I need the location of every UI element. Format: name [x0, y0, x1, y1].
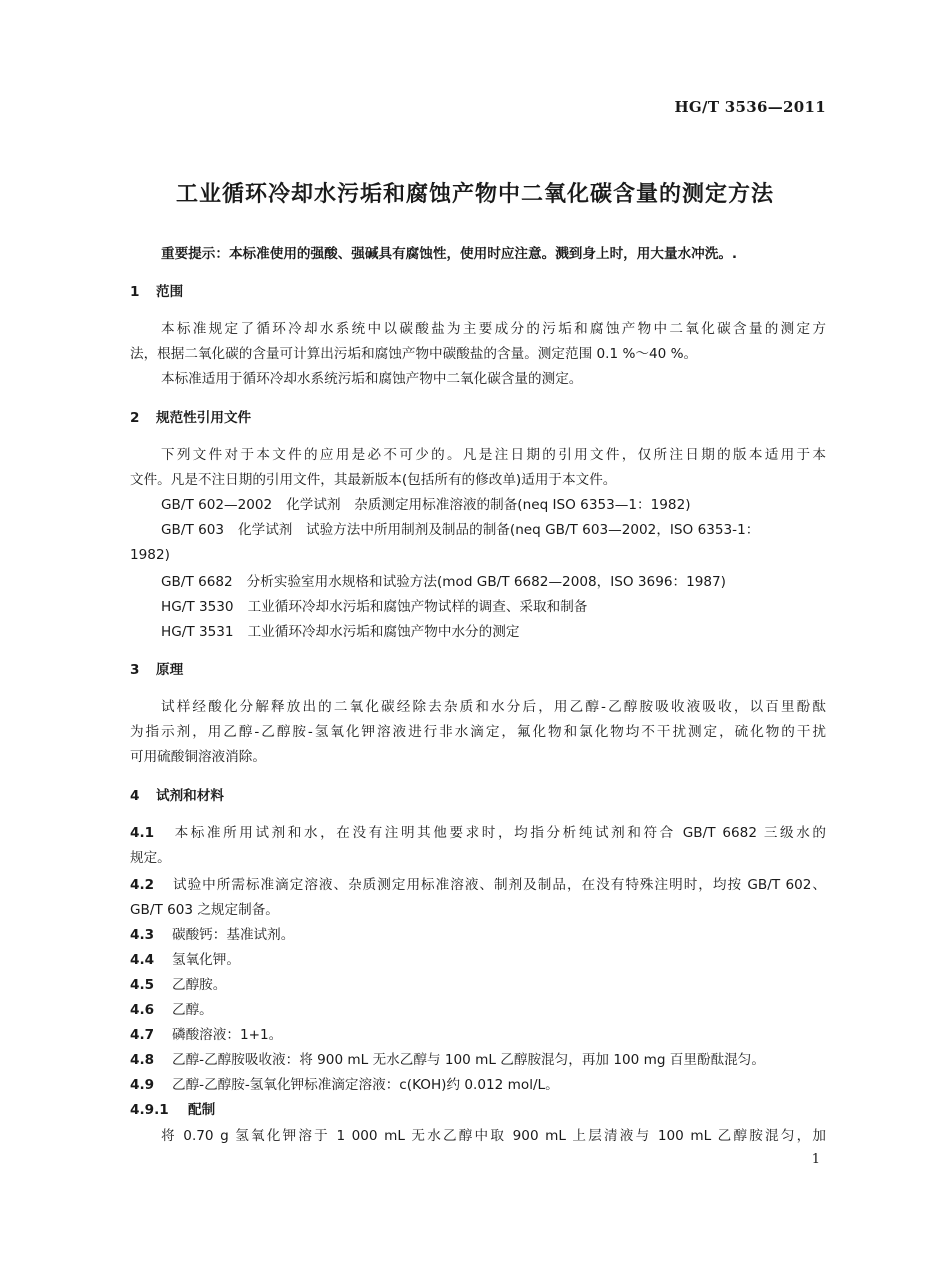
clause-item [130, 950, 240, 970]
reference-name: 工业循环冷却水污垢和腐蚀产物试样的调查、采取和制备 [247, 599, 588, 615]
section-number: 4 [130, 788, 140, 804]
clause-4-9-1-heading [130, 1100, 215, 1120]
section-number: 1 [130, 284, 140, 300]
clause-item [130, 1025, 282, 1045]
clause-number: 4.6 [130, 1002, 155, 1018]
clause-item [130, 1075, 559, 1095]
section-4-heading [130, 786, 224, 806]
clause-text: 碳酸钙：基准试剂。 [172, 927, 295, 943]
paragraph-line: 法，根据二氧化碳的含量可计算出污垢和腐蚀产物中碳酸盐的含量。测定范围 0.1 %～40 %。 [130, 346, 698, 362]
reference-name: 工业循环冷却水污垢和腐蚀产物中水分的测定 [247, 624, 520, 640]
clause-number: 4.3 [130, 927, 155, 943]
reference-code: HG/T 3531 [161, 624, 234, 640]
reference-name: 化学试剂 试验方法中所用制剂及制品的制备(neq GB/T 603—2002，ISO 6353-1： [238, 522, 760, 538]
reference-code: HG/T 3530 [161, 599, 234, 615]
clause-number: 4.4 [130, 952, 155, 968]
clause-text: 乙醇胺。 [172, 977, 227, 993]
section-title: 规范性引用文件 [156, 410, 252, 426]
reference-code: GB/T 6682 [161, 574, 233, 590]
reference-item [161, 572, 726, 592]
reference-code: GB/T 603 [161, 522, 225, 538]
reference-code: GB/T 602—2002 [161, 497, 273, 513]
reference-code: 1982) [130, 547, 170, 563]
section-1-heading [130, 282, 183, 302]
paragraph-line: 将 0.70 g 氢氧化钾溶于 1 000 mL 无水乙醇中取 900 mL 上层清液与 100 mL 乙醇胺混匀，加 [161, 1128, 826, 1144]
clause-number: 4.7 [130, 1027, 155, 1043]
clause-4-1 [130, 823, 826, 843]
clause-item [130, 1000, 213, 1020]
clause-item [130, 975, 226, 995]
section-number: 2 [130, 410, 140, 426]
clause-4-2 [130, 875, 826, 895]
paragraph-line: GB/T 603 之规定制备。 [130, 902, 279, 918]
paragraph-line: 规定。 [130, 850, 171, 866]
paragraph-line: 可用硫酸铜溶液消除。 [130, 749, 266, 765]
section-number: 3 [130, 662, 140, 678]
reference-name: 化学试剂 杂质测定用标准溶液的制备(neq ISO 6353—1：1982) [286, 497, 691, 513]
clause-text: 乙醇。 [172, 1002, 213, 1018]
clause-text: 本标准所用试剂和水，在没有注明其他要求时，均指分析纯试剂和符合 GB/T 6682 三级水的 [172, 825, 826, 841]
clause-number: 4.9.1 [130, 1102, 169, 1118]
reference-item [161, 622, 519, 642]
standard-number: HG/T 3536—2011 [674, 98, 826, 116]
section-title: 试剂和材料 [156, 788, 224, 804]
reference-item [161, 520, 759, 540]
clause-number: 4.2 [130, 877, 155, 893]
page-number: 1 [811, 1152, 820, 1167]
section-3-heading [130, 660, 183, 680]
clause-item [130, 925, 294, 945]
clause-number: 4.8 [130, 1052, 155, 1068]
clause-item [130, 1050, 765, 1070]
clause-number: 4.9 [130, 1077, 155, 1093]
clause-number: 4.5 [130, 977, 155, 993]
clause-text: 磷酸溶液：1+1。 [172, 1027, 283, 1043]
section-title: 范围 [156, 284, 184, 300]
reference-item [161, 495, 691, 515]
section-2-heading [130, 408, 251, 428]
paragraph-line: 试样经酸化分解释放出的二氧化碳经除去杂质和水分后，用乙醇-乙醇胺吸收液吸收，以百里酚酞 [161, 699, 826, 715]
clause-number: 4.1 [130, 825, 155, 841]
paragraph-line: 下列文件对于本文件的应用是必不可少的。凡是注日期的引用文件，仅所注日期的版本适用于本 [161, 447, 826, 463]
reference-item [161, 597, 587, 617]
section-title: 原理 [156, 662, 184, 678]
reference-name: 分析实验室用水规格和试验方法(mod GB/T 6682—2008，ISO 3696：1987) [246, 574, 726, 590]
clause-text: 试验中所需标准滴定溶液、杂质测定用标准溶液、制剂及制品，在没有特殊注明时，均按 GB/T 602、 [172, 877, 826, 893]
document-title: 工业循环冷却水污垢和腐蚀产物中二氧化碳含量的测定方法 [175, 182, 774, 207]
clause-text: 氢氧化钾。 [172, 952, 240, 968]
clause-title: 配制 [188, 1102, 216, 1118]
paragraph-line: 文件。凡是不注日期的引用文件，其最新版本(包括所有的修改单)适用于本文件。 [130, 472, 617, 488]
clause-text: 乙醇-乙醇胺吸收液：将 900 mL 无水乙醇与 100 mL 乙醇胺混匀，再加 100 mg 百里酚酞混匀。 [172, 1052, 765, 1068]
paragraph-line: 为指示剂，用乙醇-乙醇胺-氢氧化钾溶液进行非水滴定，氟化物和氯化物均不干扰测定，硫化物的干扰 [130, 724, 826, 740]
clause-text: 乙醇-乙醇胺-氢氧化钾标准滴定溶液：c(KOH)约 0.012 mol/L。 [172, 1077, 559, 1093]
safety-notice: 重要提示：本标准使用的强酸、强碱具有腐蚀性，使用时应注意。溅到身上时，用大量水冲洗。. [161, 246, 738, 262]
reference-item [130, 545, 170, 565]
paragraph-line: 本标准适用于循环冷却水系统污垢和腐蚀产物中二氧化碳含量的测定。 [161, 371, 583, 387]
paragraph-line: 本标准规定了循环冷却水系统中以碳酸盐为主要成分的污垢和腐蚀产物中二氧化碳含量的测定方 [161, 321, 826, 337]
